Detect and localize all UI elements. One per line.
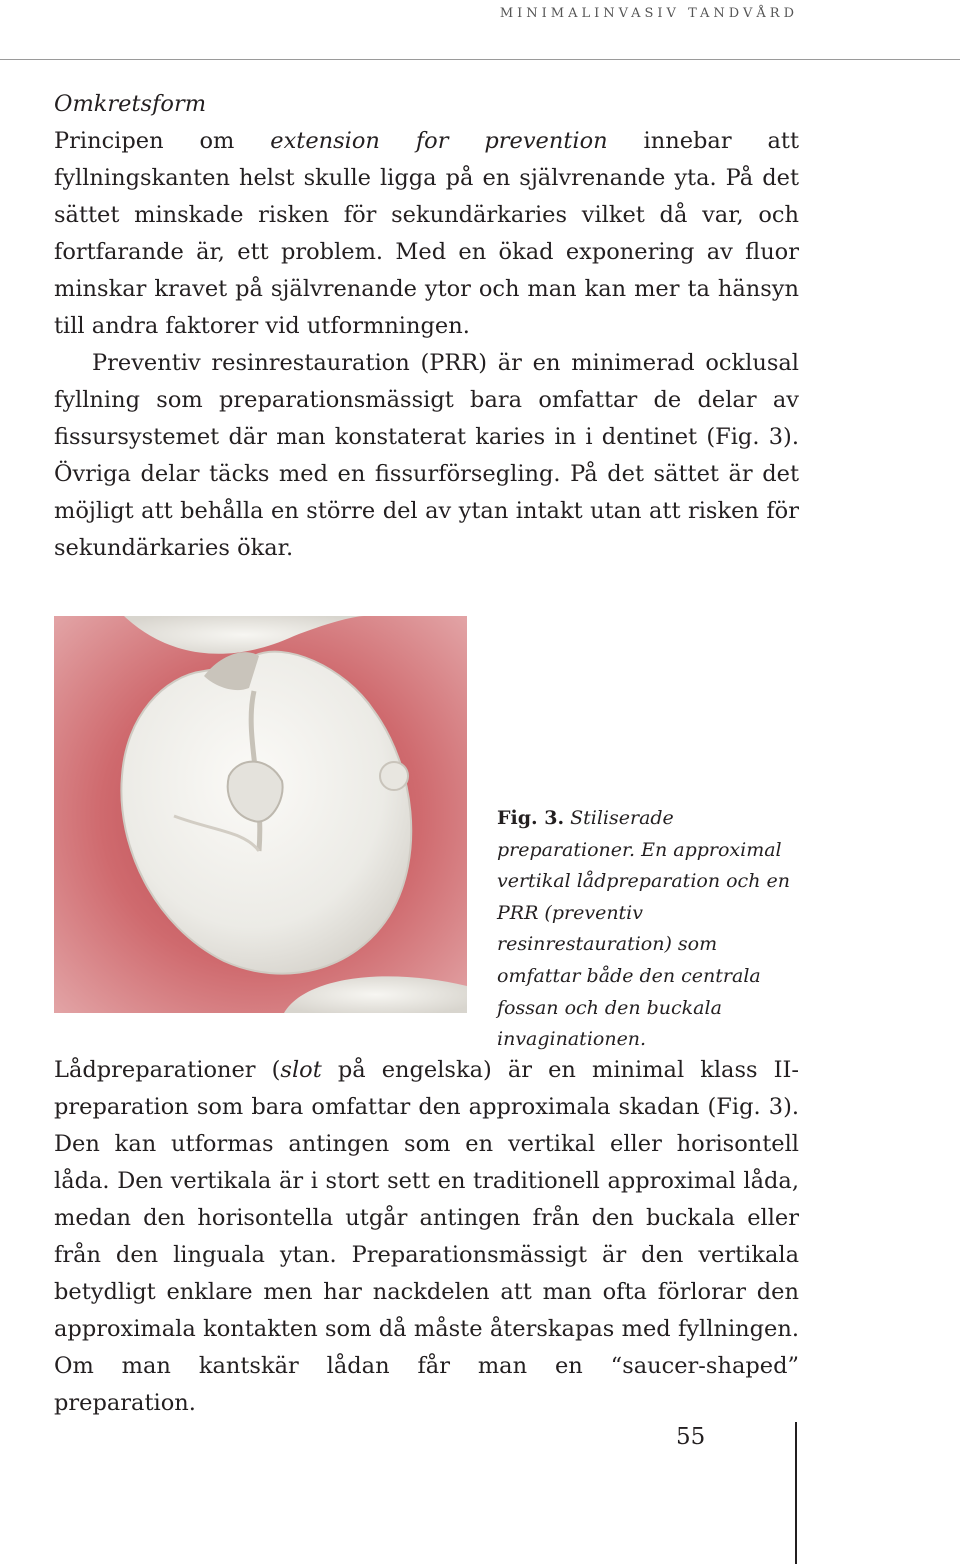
section-heading: Omkretsform [54, 91, 207, 117]
header-rule [0, 59, 960, 60]
page-number: 55 [676, 1424, 706, 1450]
paragraph1-italic-term: extension for prevention [270, 128, 608, 154]
figure-caption [497, 803, 797, 1056]
paragraph1-text-b: innebar att fyllningskanten helst skulle ligga på en självrenande yta. På det sättet minskade risken för sekundärkaries vilket då var, och fortfarande är, ett problem. Med en ökad exponering av fluor minskar kravet på självrenande ytor och man kan mer ta hänsyn till andra faktorer vid utformningen. [54, 128, 799, 339]
paragraph-slot-preparations [54, 1052, 799, 1422]
lower-text-block [54, 1052, 799, 1422]
upper-text-block [54, 86, 799, 567]
paragraph-prr: Preventiv resinrestauration (PRR) är en minimerad ocklusal fyllning som preparationsmässigt bara omfattar de delar av fissursystemet där man konstaterat karies in i dentinet (Fig. 3). Övriga delar täcks med en fissurförsegling. På det sättet är det möjligt att behålla en större del av ytan intakt utan att risken för sekundärkaries ökar. [54, 350, 799, 561]
running-head: MINIMALINVASIV TANDVÅRD [499, 6, 798, 21]
caption-text: Stiliserade preparationer. En approximal vertikal lådpreparation och en PRR (preventiv resinrestauration) som omfattar både den centrala fossan och den buckala invaginationen. [497, 807, 790, 1051]
paragraph3-italic-term: slot [280, 1057, 322, 1083]
tooth-illustration [54, 616, 467, 1013]
paragraph-extension-for-prevention [54, 123, 799, 345]
page-margin-rule [795, 1422, 797, 1564]
paragraph3-text-a: Lådpreparationer ( [54, 1057, 281, 1083]
caption-label: Fig. 3. [497, 807, 565, 829]
paragraph3-text-b: på engelska) är en minimal klass II-preparation som bara omfattar den approximala skadan (Fig. 3). Den kan utformas antingen som en vertikal eller horisontell låda. Den vertikala är i stort sett en traditionell approximal låda, medan den horisontella utgår antingen från den buckala eller från den linguala ytan. Preparationsmässigt är den vertikala betydligt enklare men har nackdelen att man ofta förlorar den approximala kontakten som då måste återskapas med fyllningen. Om man kantskär lådan får man en “saucer-shaped” preparation. [54, 1057, 799, 1416]
figure-tooth-photo [54, 616, 467, 1013]
paragraph1-text-a: Principen om [54, 128, 271, 154]
